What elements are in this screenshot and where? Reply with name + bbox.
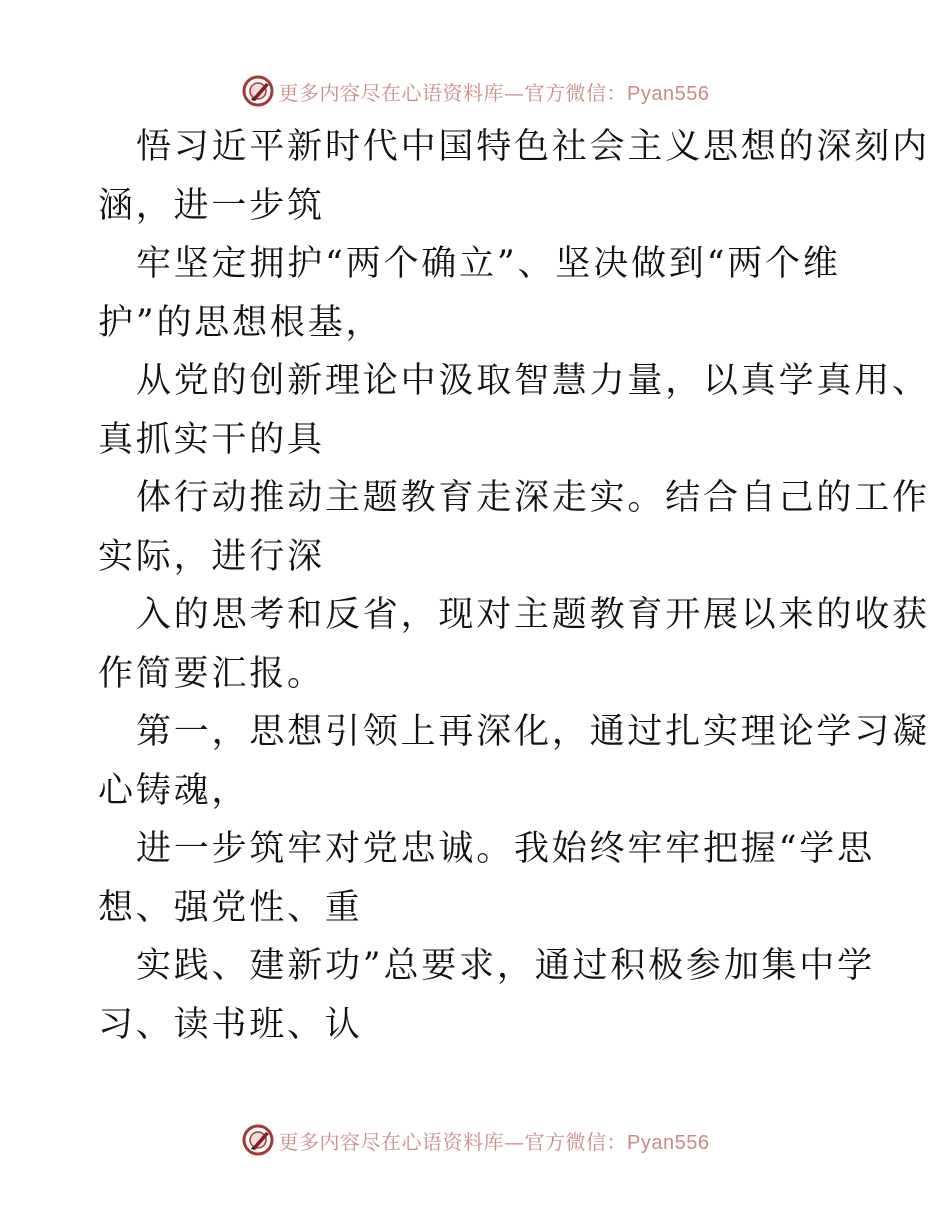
paragraph-line: 习、读书班、认 [98, 1004, 363, 1045]
paragraph [98, 703, 930, 820]
pen-seal-icon [241, 1123, 275, 1157]
paragraph-line: 想、强党性、重 [98, 887, 363, 928]
paragraph-line: 作简要汇报。 [98, 653, 325, 694]
document-body [98, 118, 930, 1054]
paragraph-line: 实际，进行深 [98, 536, 325, 577]
paragraph-line: 护”的思想根基， [98, 302, 384, 343]
paragraph-line: 进一步筑牢对党忠诚。我始终牢牢把握“学思 [136, 829, 875, 869]
paragraph [98, 235, 868, 352]
paragraph-line: 真抓实干的具 [98, 419, 325, 460]
paragraph [98, 469, 930, 586]
paragraph [98, 352, 930, 469]
paragraph [98, 937, 875, 1054]
paragraph-line: 第一，思想引领上再深化，通过扎实理论学习凝 [136, 712, 930, 752]
pen-seal-icon [241, 74, 275, 108]
banner-text: 更多内容尽在心语资料库—官方微信： [278, 80, 628, 105]
paragraph-line: 牢坚定拥护“两个确立”、坚决做到“两个维 [136, 244, 841, 284]
paragraph [98, 820, 875, 937]
paragraph-line: 悟习近平新时代中国特色社会主义思想的深刻内 [136, 127, 930, 167]
wechat-id: Pyan556 [627, 1131, 710, 1154]
paragraph [98, 118, 930, 235]
paragraph-line: 实践、建新功”总要求，通过积极参加集中学 [136, 946, 875, 986]
paragraph-line: 从党的创新理论中汲取智慧力量，以真学真用、 [136, 361, 930, 401]
wechat-id: Pyan556 [627, 82, 710, 105]
paragraph-line: 涵，进一步筑 [98, 185, 325, 226]
paragraph [98, 586, 930, 703]
footer-banner [0, 1120, 950, 1160]
banner-text: 更多内容尽在心语资料库—官方微信： [278, 1129, 628, 1154]
paragraph-line: 入的思考和反省，现对主题教育开展以来的收获 [136, 595, 930, 635]
header-banner [0, 71, 950, 111]
paragraph-line: 心铸魂， [98, 770, 250, 811]
paragraph-line: 体行动推动主题教育走深走实。结合自己的工作 [136, 478, 930, 518]
